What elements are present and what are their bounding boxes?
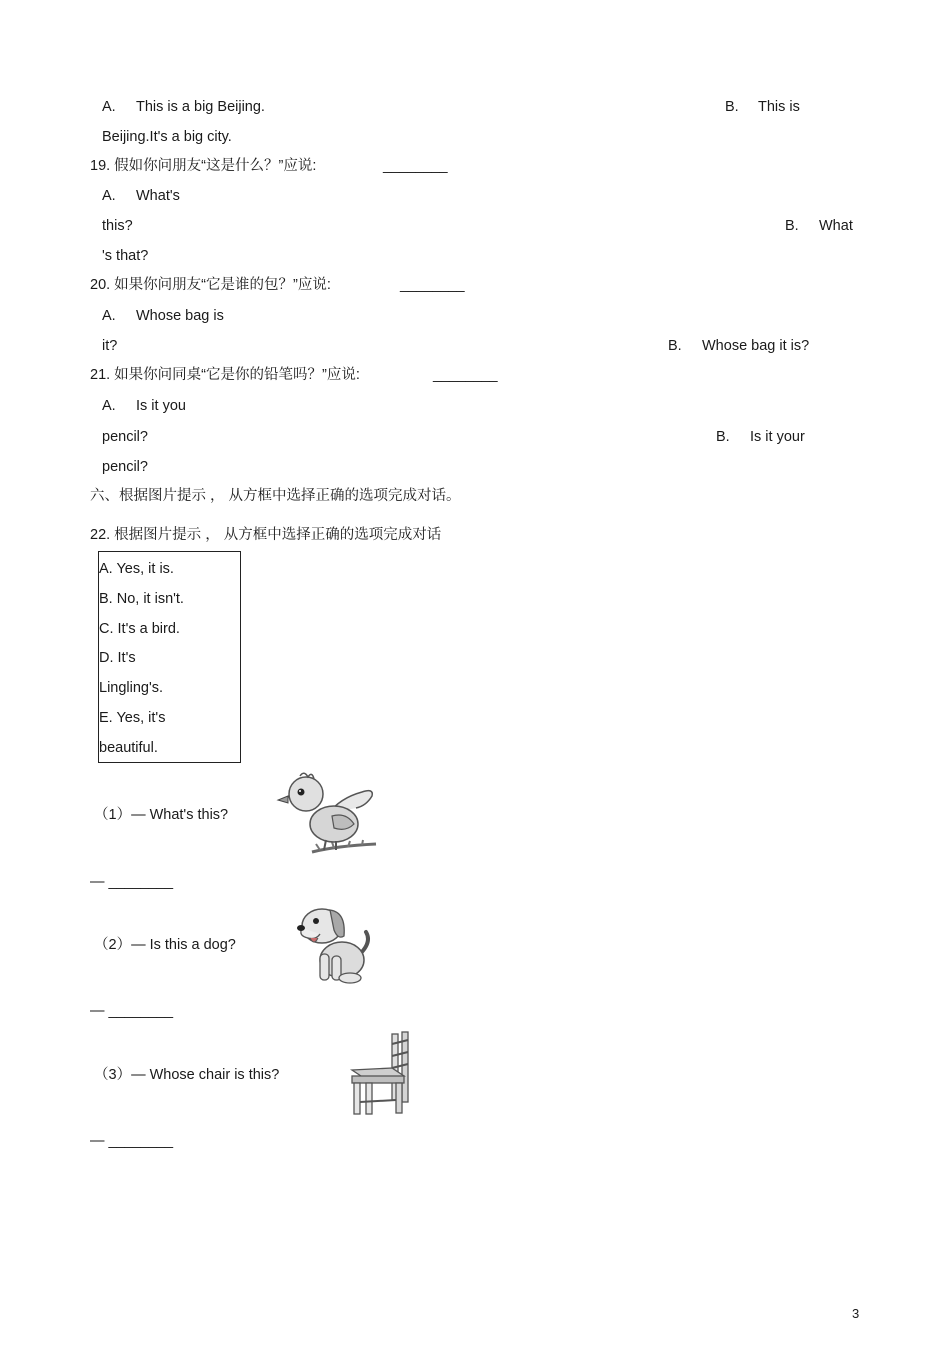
q21-option-a-text-cont: pencil? bbox=[102, 429, 148, 445]
option-box-line: C. It's a bird. bbox=[99, 621, 180, 637]
q20-option-a-text-cont: it? bbox=[102, 338, 118, 354]
q19-option-b-label: B. bbox=[785, 218, 799, 234]
q20-option-b-text: Whose bag it is? bbox=[702, 338, 810, 354]
item-3-question: （3）— Whose chair is this? bbox=[94, 1067, 280, 1083]
q21-option-b-text-cont: pencil? bbox=[102, 459, 148, 475]
q21-option-a-label: A. bbox=[102, 398, 116, 414]
q19-option-b-text-cont: 's that? bbox=[102, 248, 149, 264]
q21-stem: 21. 如果你问同桌“它是你的铅笔吗？”应说: bbox=[90, 367, 360, 383]
q18-option-b-text-cont: Beijing.It's a big city. bbox=[102, 129, 232, 145]
q19-option-a-text-cont: this? bbox=[102, 218, 133, 234]
q18-option-a-text: This is a big Beijing. bbox=[136, 99, 265, 115]
q20-stem: 20. 如果你问朋友“它是谁的包？”应说: bbox=[90, 277, 331, 293]
item-1-question: （1）— What's this? bbox=[94, 807, 229, 823]
q22-stem: 22. 根据图片提示 ， 从方框中选择正确的选项完成对话 bbox=[90, 527, 442, 543]
dog-image bbox=[294, 902, 374, 984]
q19-option-a-label: A. bbox=[102, 188, 116, 204]
q21-option-a-text: Is it you bbox=[136, 398, 186, 414]
q20-blank: ________ bbox=[400, 277, 465, 293]
q20-option-a-label: A. bbox=[102, 308, 116, 324]
option-box-line: Lingling's. bbox=[99, 680, 164, 696]
q18-option-b-label: B. bbox=[725, 99, 739, 115]
q18-option-b-text: This is bbox=[758, 99, 800, 115]
option-box-line: A. Yes, it is. bbox=[99, 561, 174, 577]
q21-blank: ________ bbox=[433, 367, 498, 383]
q19-stem: 19. 假如你问朋友“这是什么？”应说: bbox=[90, 158, 317, 174]
bird-image bbox=[276, 768, 378, 860]
q21-option-b-label: B. bbox=[716, 429, 730, 445]
option-box-line: E. Yes, it's bbox=[99, 710, 166, 726]
q20-option-b-label: B. bbox=[668, 338, 682, 354]
q18-option-a-label: A. bbox=[102, 99, 116, 115]
q20-option-a-text: Whose bag is bbox=[136, 308, 224, 324]
page-number: 3 bbox=[852, 1306, 860, 1321]
item-3-answer: — ________ bbox=[90, 1133, 174, 1149]
item-1-answer: — ________ bbox=[90, 874, 174, 890]
q19-option-a-text: What's bbox=[136, 188, 180, 204]
q19-option-b-text: What bbox=[819, 218, 853, 234]
q19-blank: ________ bbox=[383, 158, 448, 174]
chair-image bbox=[348, 1030, 412, 1118]
option-box-line: beautiful. bbox=[99, 740, 158, 756]
section-heading: 六、根据图片提示 ， 从方框中选择正确的选项完成对话。 bbox=[90, 488, 461, 504]
item-2-answer: — ________ bbox=[90, 1003, 174, 1019]
q21-option-b-text: Is it your bbox=[750, 429, 805, 445]
item-2-question: （2）— Is this a dog? bbox=[94, 937, 236, 953]
option-box-line: D. It's bbox=[99, 650, 136, 666]
option-box-line: B. No, it isn't. bbox=[99, 591, 184, 607]
